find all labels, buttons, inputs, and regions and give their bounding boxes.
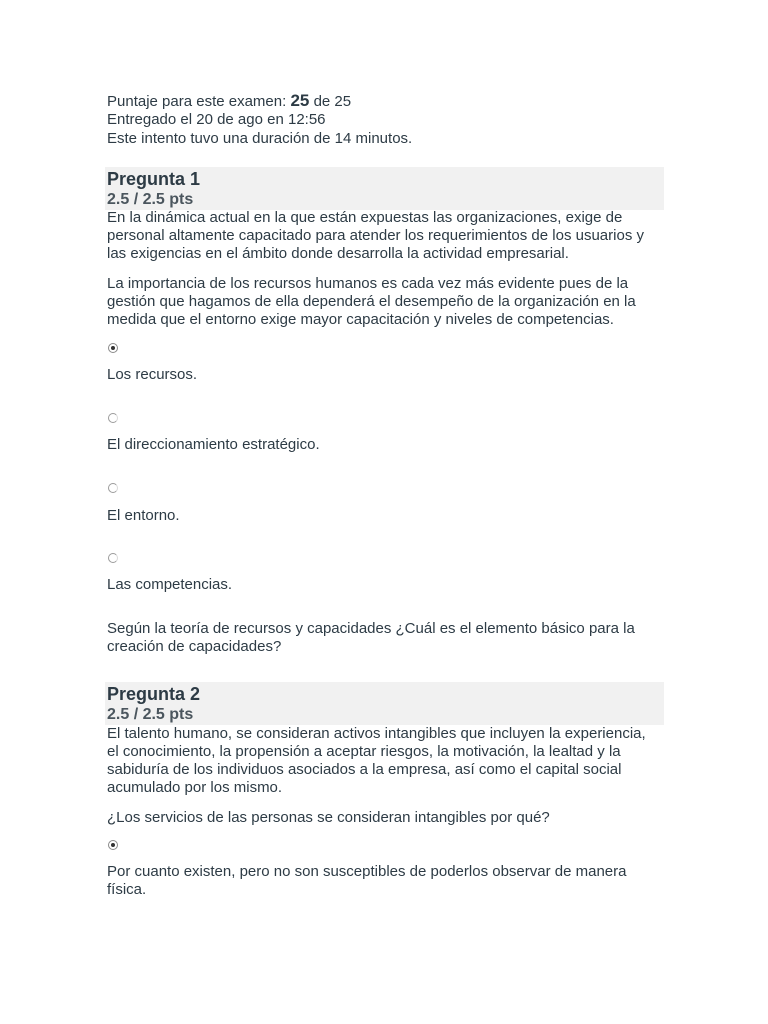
- score-label: Puntaje para este examen:: [107, 93, 287, 110]
- question-1-context: La importancia de los recursos humanos es cada vez más evidente pues de la gestión que hagamos de ella dependerá el desempeño de la organización en la medida que el entorno exige mayor capacitación y niveles de competencias.: [107, 275, 636, 328]
- question-2-points: 2.5 / 2.5 pts: [107, 706, 194, 723]
- submitted-date: Entregado el 20 de ago en 12:56: [107, 111, 326, 128]
- question-2-header: [105, 682, 664, 725]
- question-1-option-1-radio[interactable]: [108, 343, 118, 353]
- question-1-option-1-label: Los recursos.: [107, 366, 198, 383]
- question-1-option-3-label: El entorno.: [107, 507, 180, 524]
- quiz-summary: [107, 92, 667, 149]
- question-1-option-4-label: Las competencias.: [107, 576, 233, 593]
- score-value: 25: [290, 91, 310, 110]
- question-2-title: Pregunta 2: [107, 684, 201, 704]
- question-1-prompt: Según la teoría de recursos y capacidades ¿Cuál es el elemento básico para la creación de capacidades?: [107, 620, 635, 655]
- score-line: [107, 92, 667, 111]
- question-1-header: [105, 167, 664, 210]
- question-1-title: Pregunta 1: [107, 169, 201, 189]
- attempt-duration: Este intento tuvo una duración de 14 minutos.: [107, 130, 413, 147]
- question-1-text: En la dinámica actual en la que están expuestas las organizaciones, exige de personal altamente capacitado para atender los requerimientos de los usuarios y las exigencias en el ámbito donde desarrolla la actividad empresarial.: [107, 209, 644, 262]
- question-1-option-4-radio[interactable]: [108, 553, 118, 563]
- question-1-option-2-label: El direccionamiento estratégico.: [107, 436, 320, 453]
- question-1-option-2-radio[interactable]: [108, 413, 118, 423]
- question-2-text: El talento humano, se consideran activos intangibles que incluyen la experiencia, el conocimiento, la propensión a aceptar riesgos, la motivación, la lealtad y la sabiduría de los individuos asociados a la empresa, así como el capital social acumulado por los mismo.: [107, 725, 646, 796]
- question-2-option-1-label: Por cuanto existen, pero no son susceptibles de poderlos observar de manera física.: [107, 863, 627, 898]
- question-1-points: 2.5 / 2.5 pts: [107, 191, 194, 208]
- question-2-prompt: ¿Los servicios de las personas se consideran intangibles por qué?: [107, 809, 550, 826]
- score-total: de 25: [313, 93, 352, 110]
- question-2-option-1-radio[interactable]: [108, 840, 118, 850]
- question-1-option-3-radio[interactable]: [108, 483, 118, 493]
